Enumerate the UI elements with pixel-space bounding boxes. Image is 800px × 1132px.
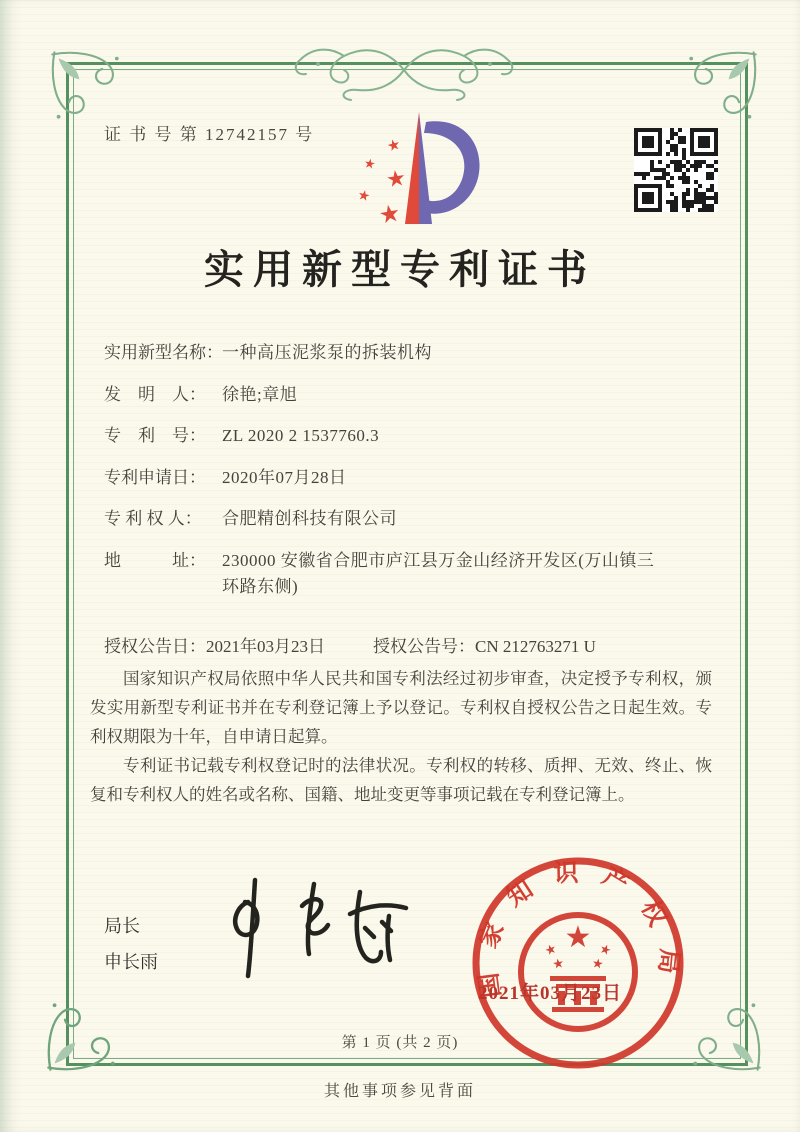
field-value: 合肥精创科技有限公司 <box>222 509 397 528</box>
page-number: 第 1 页 (共 2 页) <box>341 1035 459 1051</box>
field-label: 专利申请日： <box>104 467 206 487</box>
certificate-title: 实用新型专利证书 <box>204 247 596 292</box>
commissioner-block <box>104 908 158 980</box>
official-seal <box>452 842 704 1094</box>
grant-date-label: 授权公告日： <box>104 637 206 656</box>
seal-date: 2021年03月23日 <box>478 983 623 1004</box>
svg-text:★: ★ <box>376 198 403 230</box>
back-note: 其他事项参见背面 <box>323 1083 476 1100</box>
field-value: 徐艳;章旭 <box>222 384 298 404</box>
svg-text:★: ★ <box>564 920 592 955</box>
svg-text:★: ★ <box>384 165 408 194</box>
svg-text:★: ★ <box>542 941 559 960</box>
field-label: 发 明 人： <box>104 384 206 404</box>
seal-circular-text: 国家知识产权局 <box>472 859 683 1000</box>
commissioner-name: 申长雨 <box>104 952 158 972</box>
field-inventor <box>104 382 704 408</box>
logo-triangle-red-half <box>405 112 419 224</box>
grant-date-group <box>104 632 325 657</box>
svg-text:★: ★ <box>356 186 372 206</box>
field-list <box>104 340 704 615</box>
grant-date-value: 2021年03月23日 <box>206 637 325 656</box>
certificate-number: 证 书 号 第 12742157 号 <box>104 125 315 144</box>
grant-number-label: 授权公告号： <box>373 637 475 656</box>
field-patentee <box>104 506 704 532</box>
field-utility-model-name <box>104 340 704 366</box>
field-value: 一种高压泥浆泵的拆装机构 <box>222 343 432 362</box>
cnipa-logo <box>333 104 481 230</box>
field-patent-number <box>104 423 704 449</box>
field-label: 实用新型名称： <box>104 343 223 362</box>
svg-text:★: ★ <box>384 134 403 156</box>
legal-paragraph-2: 专利证书记载专利权登记时的法律状况。专利权的转移、质押、无效、终止、恢复和专利权人的姓名或名称、国籍、地址变更等事项记载在专利登记簿上。 <box>90 756 712 804</box>
grant-number-group <box>373 632 596 657</box>
commissioner-title: 局长 <box>104 916 140 936</box>
field-label: 专 利 权 人： <box>104 509 202 528</box>
field-label: 专 利 号： <box>104 426 206 445</box>
field-address <box>104 548 704 600</box>
svg-text:★: ★ <box>597 941 614 960</box>
field-application-date <box>104 465 704 491</box>
svg-text:★: ★ <box>362 156 377 173</box>
grant-number-value: CN 212763271 U <box>475 637 596 656</box>
svg-text:★: ★ <box>551 956 566 973</box>
qr-code <box>634 128 718 212</box>
field-value: ZL 2020 2 1537760.3 <box>222 426 380 445</box>
svg-text:★: ★ <box>590 956 605 973</box>
legal-paragraph-1: 国家知识产权局依照中华人民共和国专利法经过初步审查，决定授予专利权，颁发实用新型专利证书并在专利登记簿上予以登记。专利权自授权公告之日起生效。专利权期限为十年，自申请日起算。 <box>90 669 712 746</box>
logo-stars <box>356 135 408 230</box>
field-value: 230000 安徽省合肥市庐江县万金山经济开发区(万山镇三环路东侧) <box>222 550 655 596</box>
seal-national-emblem <box>521 915 635 1029</box>
legal-text <box>90 664 712 809</box>
grant-info-row <box>104 632 684 657</box>
commissioner-signature <box>210 872 420 990</box>
logo-p-bowl <box>422 121 480 213</box>
field-label: 地 址： <box>104 550 206 570</box>
field-value: 2020年07月28日 <box>222 467 347 487</box>
